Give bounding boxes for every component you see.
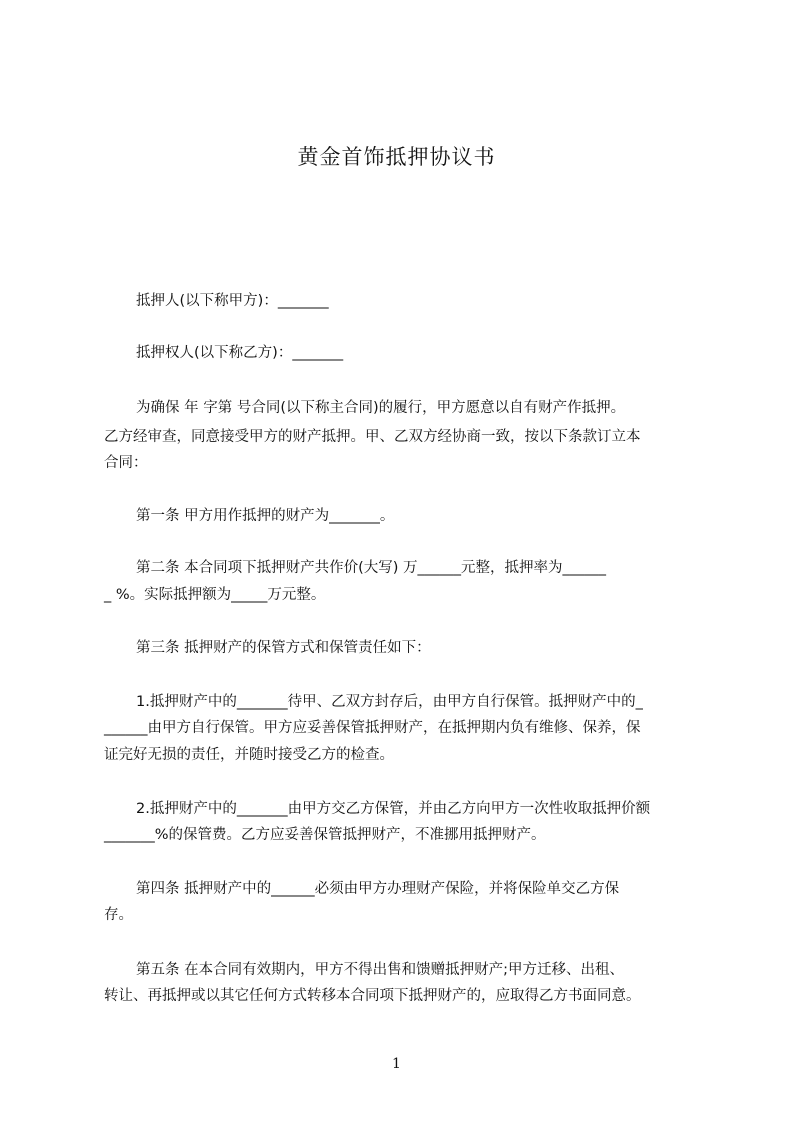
article-5-line-2: 转让、再抵押或以其它任何方式转移本合同项下抵押财产的，应取得乙方书面同意。 bbox=[104, 988, 641, 1004]
article-3-item-1-line-2: ______由甲方自行保管。甲方应妥善保管抵押财产，在抵押期内负有维修、保养，保 bbox=[104, 720, 641, 736]
preamble-line-1: 为确保 年 字第 号合同(以下称主合同)的履行，甲方愿意以自有财产作抵押。 bbox=[136, 400, 626, 416]
document-title: 黄金首饰抵押协议书 bbox=[297, 145, 496, 169]
article-3-item-2-line-2: _______%的保管费。乙方应妥善保管抵押财产，不准挪用抵押财产。 bbox=[104, 827, 546, 843]
article-3-item-1-line-3: 证完好无损的责任，并随时接受乙方的检查。 bbox=[104, 747, 394, 763]
pledgor-line: 抵押人(以下称甲方)：_______ bbox=[136, 293, 329, 309]
article-5-line-1: 第五条 在本合同有效期内，甲方不得出售和馈赠抵押财产;甲方迁移、出租、 bbox=[136, 962, 624, 978]
article-3-line: 第三条 抵押财产的保管方式和保管责任如下： bbox=[136, 640, 431, 656]
article-3-item-2-line-1: 2.抵押财产中的_______由甲方交乙方保管，并由乙方向甲方一次性收取抵押价额 bbox=[136, 801, 651, 817]
pledgee-line: 抵押权人(以下称乙方)：_______ bbox=[136, 345, 344, 361]
article-2-line-2: _ %。实际抵押额为_____万元整。 bbox=[104, 587, 326, 603]
article-4-line-1: 第四条 抵押财产中的______必须由甲方办理财产保险，并将保险单交乙方保 bbox=[136, 881, 620, 897]
article-2-line-1: 第二条 本合同项下抵押财产共作价(大写) 万______元整，抵押率为______ bbox=[136, 560, 607, 576]
preamble-line-2: 乙方经审查，同意接受甲方的财产抵押。甲、乙双方经协商一致，按以下条款订立本 bbox=[104, 429, 641, 445]
page-number: 1 bbox=[392, 1056, 401, 1072]
article-1-line: 第一条 甲方用作抵押的财产为_______。 bbox=[136, 508, 395, 524]
preamble-line-3: 合同： bbox=[104, 455, 148, 471]
article-3-item-1-line-1: 1.抵押财产中的_______待甲、乙双方封存后，由甲方自行保管。抵押财产中的_ bbox=[136, 694, 643, 710]
article-4-line-2: 存。 bbox=[104, 907, 133, 923]
